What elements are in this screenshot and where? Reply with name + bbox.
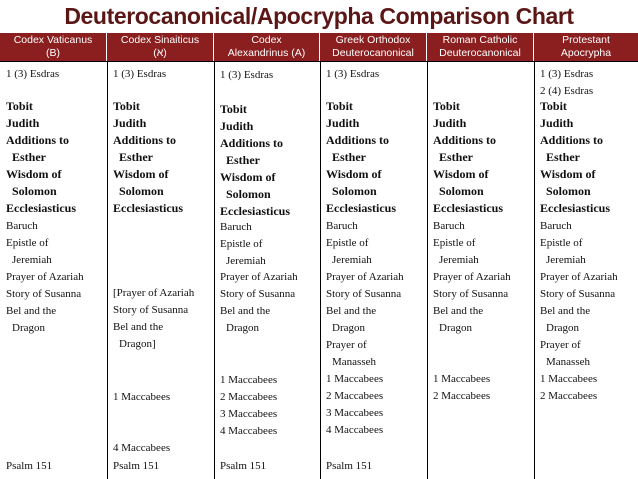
book-cell: Psalm 151 [220,460,267,472]
chart-title: Deuterocanonical/Apocrypha Comparison Chart [64,3,574,29]
book-cell: Additions to [540,133,604,147]
book-cell: Ecclesiasticus [433,201,503,215]
book-cell: Jeremiah [546,254,586,266]
book-cell: 4 Maccabees [113,442,171,454]
column-greek-orthodox [320,61,428,479]
book-cell: Solomon [439,184,484,198]
book-cell: Epistle of [326,237,369,249]
book-cell: Judith [433,116,467,130]
book-cell: Dragon [12,322,45,334]
book-cell: 1 Maccabees [540,373,598,385]
book-cell: Manasseh [546,356,590,368]
book-cell: Additions to [433,133,497,147]
book-cell: Bel and the [540,305,591,317]
book-cell: Dragon [546,322,579,334]
book-cell: Baruch [6,220,38,232]
book-cell: Dragon [226,322,259,334]
book-cell: 1 (3) Esdras [540,68,594,80]
book-cell: Story of Susanna [6,288,82,300]
book-cell: Judith [326,116,360,130]
book-cell: Tobit [113,99,140,113]
book-cell: 2 Maccabees [540,390,598,402]
book-cell: 2 Maccabees [220,391,278,403]
book-cell: Baruch [326,220,358,232]
book-cell: Baruch [433,220,465,232]
book-cell: Ecclesiasticus [220,204,290,218]
book-cell: Tobit [433,99,460,113]
book-cell: Judith [540,116,574,130]
book-cell: 2 (4) Esdras [540,85,594,97]
book-cell: 2 Maccabees [433,390,491,402]
book-cell: Jeremiah [226,255,266,267]
book-cell: Additions to [220,136,284,150]
book-cell: Epistle of [540,237,583,249]
book-cell: Ecclesiasticus [113,201,183,215]
book-cell: Story of Susanna [220,288,296,300]
book-cell: 1 Maccabees [220,374,278,386]
book-cell: Solomon [226,187,271,201]
header-greek-orthodox: Greek Orthodox Deuterocanonical [320,33,427,61]
book-cell: Epistle of [220,238,263,250]
book-cell: Epistle of [433,237,476,249]
book-cell: Additions to [113,133,177,147]
column-codex-vaticanus [0,61,108,479]
book-cell: Baruch [540,220,572,232]
book-cell: Psalm 151 [326,460,373,472]
book-cell: Solomon [119,184,164,198]
book-cell: Solomon [12,184,57,198]
book-cell: Wisdom of [113,167,169,181]
book-cell: 1 Maccabees [113,391,171,403]
book-cell: Jeremiah [332,254,372,266]
book-cell: Prayer of [540,339,581,351]
book-cell: Wisdom of [6,167,62,181]
book-cell: Judith [220,119,254,133]
book-cell: Judith [6,116,40,130]
book-cell: Story of Susanna [113,304,189,316]
book-cell: Solomon [546,184,591,198]
book-cell: 1 (3) Esdras [6,68,60,80]
book-cell: Esther [332,150,366,164]
book-cell: 2 Maccabees [326,390,384,402]
book-cell: 4 Maccabees [220,425,278,437]
book-cell: Tobit [326,99,353,113]
book-cell: 1 (3) Esdras [113,68,167,80]
book-cell: Prayer of Azariah [220,271,298,283]
book-cell: Wisdom of [220,170,276,184]
book-cell: 1 Maccabees [326,373,384,385]
book-cell: Prayer of Azariah [326,271,404,283]
header-codex-sinaiticus: Codex Sinaiticus (א) [107,33,214,61]
book-cell: Tobit [220,102,247,116]
book-cell: Ecclesiasticus [6,201,76,215]
book-cell: Story of Susanna [540,288,616,300]
book-cell: Tobit [540,99,567,113]
book-cell: Dragon] [119,338,156,350]
book-cell: Story of Susanna [433,288,509,300]
book-cell: Additions to [6,133,70,147]
book-cell: Prayer of Azariah [433,271,511,283]
book-cell: Psalm 151 [6,460,53,472]
book-cell: Esther [226,153,260,167]
book-cell: Wisdom of [433,167,489,181]
book-cell: Bel and the [433,305,484,317]
book-cell: Wisdom of [540,167,596,181]
header-codex-alexandrinus: Codex Alexandrinus (A) [214,33,320,61]
book-cell: Prayer of [326,339,367,351]
column-codex-sinaiticus [107,61,215,479]
book-cell: Epistle of [6,237,49,249]
column-codex-alexandrinus [214,61,321,479]
book-cell: Bel and the [113,321,164,333]
book-cell: [Prayer of Azariah [113,287,195,299]
book-cell: Esther [439,150,473,164]
book-cell: Bel and the [326,305,377,317]
header-protestant: Protestant Apocrypha [534,33,638,61]
header-roman-catholic: Roman Catholic Deuterocanonical [427,33,534,61]
book-cell: Bel and the [220,305,271,317]
book-cell: Story of Susanna [326,288,402,300]
book-cell: Prayer of Azariah [540,271,618,283]
book-cell: Judith [113,116,147,130]
book-cell: 1 (3) Esdras [326,68,380,80]
book-cell: Additions to [326,133,390,147]
book-cell: Wisdom of [326,167,382,181]
header-codex-vaticanus: Codex Vaticanus (B) [0,33,107,61]
book-cell: 1 (3) Esdras [220,69,274,81]
book-cell: 1 Maccabees [433,373,491,385]
book-cell: Tobit [6,99,33,113]
book-cell: Baruch [220,221,252,233]
book-cell: 4 Maccabees [326,424,384,436]
book-cell: Esther [12,150,46,164]
column-protestant [534,61,638,479]
book-cell: Solomon [332,184,377,198]
book-cell: Psalm 151 [113,460,160,472]
book-cell: Ecclesiasticus [540,201,610,215]
book-cell: 3 Maccabees [326,407,384,419]
book-cell: Esther [119,150,153,164]
book-cell: Dragon [332,322,365,334]
book-cell: Jeremiah [12,254,52,266]
table-top-border [0,61,638,62]
book-cell: Jeremiah [439,254,479,266]
book-cell: Prayer of Azariah [6,271,84,283]
book-cell: Dragon [439,322,472,334]
book-cell: Esther [546,150,580,164]
book-cell: Bel and the [6,305,57,317]
book-cell: 3 Maccabees [220,408,278,420]
column-roman-catholic [427,61,535,479]
book-cell: Ecclesiasticus [326,201,396,215]
book-cell: Manasseh [332,356,376,368]
